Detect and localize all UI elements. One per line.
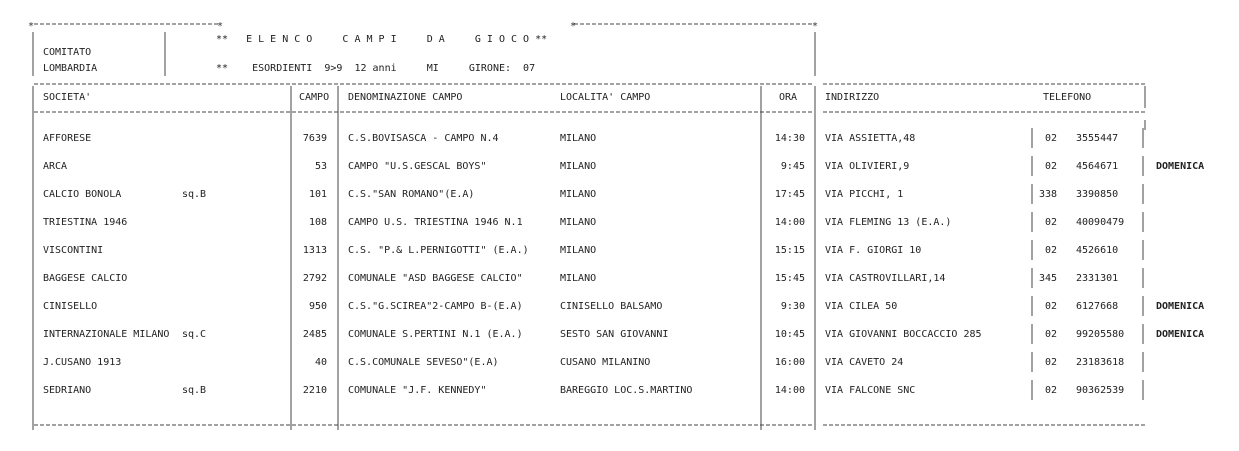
cell-prefisso: 02 (1044, 329, 1057, 340)
cell-campo: 101 (308, 189, 327, 200)
cell-indirizzo: VIA GIOVANNI BOCCACCIO 285 (825, 329, 982, 340)
cell-denominazione: COMUNALE S.PERTINI N.1 (E.A.) (348, 329, 523, 340)
cell-indirizzo: VIA FLEMING 13 (E.A.) (825, 217, 952, 228)
cell-ora: 15:15 (774, 245, 805, 256)
cell-indirizzo: VIA CILEA 50 (825, 301, 898, 312)
cell-indirizzo: VIA F. GIORGI 10 (825, 245, 922, 256)
cell-societa: AFFORESE (43, 133, 92, 144)
cell-localita: MILANO (560, 273, 597, 284)
page-title: ** E L E N C O C A M P I D A G I O C O ** (216, 34, 548, 45)
cell-ora: 14:30 (774, 133, 805, 144)
cell-campo: 2485 (302, 329, 327, 340)
cell-societa: J.CUSANO 1913 (43, 357, 122, 368)
cell-prefisso: 02 (1044, 385, 1057, 396)
cell-societa: INTERNAZIONALE MILANO (43, 329, 170, 340)
cell-campo: 108 (308, 217, 327, 228)
cell-denominazione: C.S. "P.& L.PERNIGOTTI" (E.A.) (348, 245, 529, 256)
cell-prefisso: 02 (1044, 245, 1057, 256)
cell-ora: 14:00 (774, 385, 805, 396)
cell-indirizzo: VIA CASTROVILLARI,14 (825, 273, 946, 284)
cell-localita: MILANO (560, 245, 597, 256)
corner-star: * (569, 21, 577, 32)
corner-star: * (216, 21, 224, 32)
corner-star: * (811, 21, 819, 32)
cell-campo: 1313 (302, 245, 327, 256)
cell-ora: 14:00 (774, 217, 805, 228)
cell-societa: CINISELLO (43, 301, 98, 312)
cell-prefisso: 345 (1038, 273, 1057, 284)
cell-numero: 2331301 (1076, 273, 1119, 284)
cell-numero: 4564671 (1076, 161, 1119, 172)
cell-denominazione: C.S."G.SCIREA"2-CAMPO B-(E.A) (348, 301, 523, 312)
cell-ora: 9:30 (780, 301, 805, 312)
cell-numero: 4526610 (1076, 245, 1119, 256)
cell-societa: SEDRIANO (43, 385, 92, 396)
col-header-societa: SOCIETA' (43, 92, 92, 103)
cell-societa: TRIESTINA 1946 (43, 217, 128, 228)
cell-localita: MILANO (560, 189, 597, 200)
cell-campo: 53 (314, 161, 327, 172)
cell-societa: CALCIO BONOLA (43, 189, 122, 200)
cell-localita: CINISELLO BALSAMO (560, 301, 663, 312)
cell-numero: 3390850 (1076, 189, 1119, 200)
cell-campo: 40 (314, 357, 327, 368)
cell-note: DOMENICA (1156, 301, 1205, 312)
cell-ora: 16:00 (774, 357, 805, 368)
comitato-name: LOMBARDIA (43, 63, 98, 74)
cell-denominazione: COMUNALE "J.F. KENNEDY" (348, 385, 487, 396)
cell-numero: 90362539 (1076, 385, 1125, 396)
cell-indirizzo: VIA CAVETO 24 (825, 357, 904, 368)
cell-numero: 6127668 (1076, 301, 1119, 312)
cell-denominazione: COMUNALE "ASD BAGGESE CALCIO" (348, 273, 523, 284)
cell-ora: 9:45 (780, 161, 805, 172)
cell-campo: 2792 (302, 273, 327, 284)
cell-localita: CUSANO MILANINO (560, 357, 651, 368)
cell-note: DOMENICA (1156, 161, 1205, 172)
cell-denominazione: CAMPO "U.S.GESCAL BOYS" (348, 161, 487, 172)
cell-prefisso: 338 (1038, 189, 1057, 200)
cell-localita: SESTO SAN GIOVANNI (560, 329, 669, 340)
col-header-indirizzo: INDIRIZZO (825, 92, 880, 103)
cell-societa: BAGGESE CALCIO (43, 273, 128, 284)
comitato-label: COMITATO (43, 47, 92, 58)
corner-star: * (27, 21, 35, 32)
cell-localita: MILANO (560, 161, 597, 172)
col-header-telefono: TELEFONO (1043, 92, 1092, 103)
cell-localita: MILANO (560, 217, 597, 228)
cell-prefisso: 02 (1044, 301, 1057, 312)
cell-indirizzo: VIA OLIVIERI,9 (825, 161, 910, 172)
cell-denominazione: CAMPO U.S. TRIESTINA 1946 N.1 (348, 217, 523, 228)
col-header-denominazione: DENOMINAZIONE CAMPO (348, 92, 463, 103)
cell-indirizzo: VIA ASSIETTA,48 (825, 133, 916, 144)
cell-campo: 950 (308, 301, 327, 312)
cell-numero: 40090479 (1076, 217, 1125, 228)
cell-societa: VISCONTINI (43, 245, 104, 256)
cell-ora: 15:45 (774, 273, 805, 284)
cell-prefisso: 02 (1044, 217, 1057, 228)
cell-note: DOMENICA (1156, 329, 1205, 340)
cell-denominazione: C.S.BOVISASCA - CAMPO N.4 (348, 133, 499, 144)
cell-denominazione: C.S."SAN ROMANO"(E.A) (348, 189, 475, 200)
cell-prefisso: 02 (1044, 161, 1057, 172)
cell-indirizzo: VIA FALCONE SNC (825, 385, 916, 396)
cell-denominazione: C.S.COMUNALE SEVESO"(E.A) (348, 357, 499, 368)
cell-squadra: sq.B (182, 385, 207, 396)
cell-ora: 10:45 (774, 329, 805, 340)
cell-numero: 3555447 (1076, 133, 1119, 144)
page-subtitle: ** ESORDIENTI 9>9 12 anni MI GIRONE: 07 (216, 63, 536, 74)
cell-localita: MILANO (560, 133, 597, 144)
cell-squadra: sq.B (182, 189, 207, 200)
cell-numero: 99205580 (1076, 329, 1125, 340)
cell-societa: ARCA (43, 161, 68, 172)
col-header-localita: LOCALITA' CAMPO (560, 92, 651, 103)
cell-numero: 23183618 (1076, 357, 1125, 368)
cell-campo: 7639 (302, 133, 327, 144)
cell-prefisso: 02 (1044, 357, 1057, 368)
col-header-campo: CAMPO (299, 92, 330, 103)
cell-ora: 17:45 (774, 189, 805, 200)
cell-prefisso: 02 (1044, 133, 1057, 144)
cell-squadra: sq.C (182, 329, 207, 340)
col-header-ora: ORA (779, 92, 798, 103)
cell-localita: BAREGGIO LOC.S.MARTINO (560, 385, 693, 396)
cell-campo: 2210 (302, 385, 327, 396)
cell-indirizzo: VIA PICCHI, 1 (825, 189, 904, 200)
